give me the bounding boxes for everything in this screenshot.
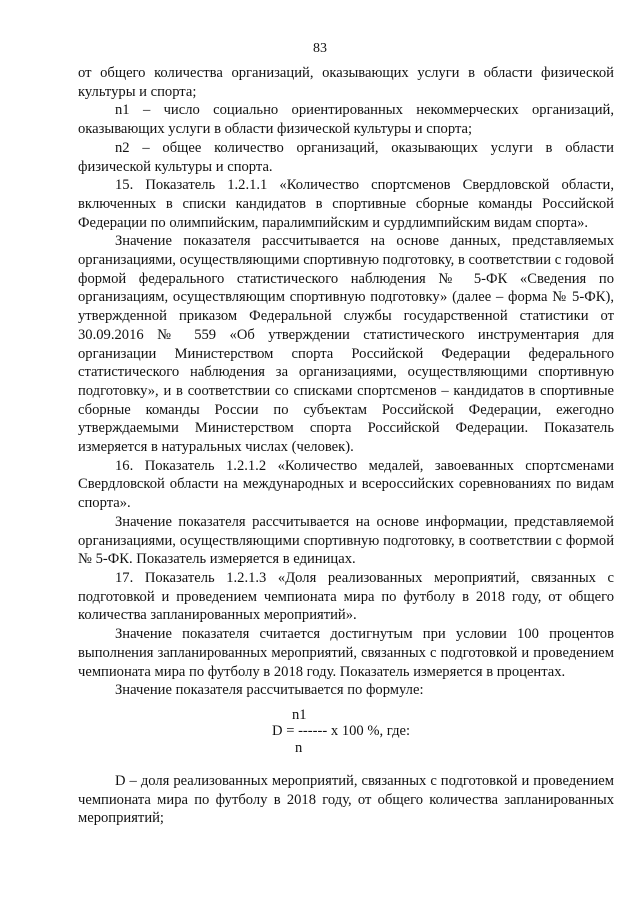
paragraph-indicator-17: 17. Показатель 1.2.1.3 «Доля реализованных мероприятий, связанных с подготовкой и проведением чемпионата мира по футболу в 2018 году, от общего количества запланированных мероприятий». bbox=[78, 569, 614, 624]
paragraph-indicator-15: 15. Показатель 1.2.1.1 «Количество спортсменов Свердловской области, включенных в списки кандидатов в спортивные сборные команды Российской Федерации по олимпийским, паралимпийским и сурдлимпийским видам спорта». bbox=[78, 177, 614, 231]
paragraph-n1-definition: n1 – число социально ориентированных некоммерческих организаций, оказывающих услуги в области физической культуры и спорта; bbox=[78, 102, 614, 138]
formula-denominator: n bbox=[295, 740, 303, 756]
body-text bbox=[78, 64, 614, 700]
paragraph-n2-definition: n2 – общее количество организаций, оказывающих услуги в области физической культуры и спорта. bbox=[78, 139, 614, 175]
paragraph-indicator-17-condition: Значение показателя считается достигнутым при условии 100 процентов выполнения запланированных мероприятий, связанных с подготовкой и проведением чемпионата мира по футболу в 2018 году. Показатель измеряется в процентах. bbox=[78, 626, 614, 680]
formula-block bbox=[0, 706, 640, 756]
paragraph-d-definition: D – доля реализованных мероприятий, связанных с подготовкой и проведением чемпионата мира по футболу в 2018 году, от общего количества запланированных мероприятий; bbox=[78, 773, 614, 827]
formula-expression: D = ------ x 100 %, где: bbox=[272, 723, 411, 739]
paragraph-indicator-15-calculation: Значение показателя рассчитывается на основе данных, представляемых организациями, осуществляющими спортивную подготовку, в соответствии с годовой формой федерального статистического наблюдения № 5-ФК «Сведения по организациям, осуществляющим спортивную подготовку» (далее – форма № 5-ФК), утвержденной приказом Федеральной службы государственной статистики от 30.09.2016 № 559 «Об утверждении статистического инструментария для организации Министерством спорта Российской Федерации федерального статистического наблюдения за организациями, осуществляющими спортивную подготовку», и в соответствии со списками спортсменов – кандидатов в спортивные сборные команды России по субъектам Российской Федерации, ежегодно утверждаемыми Министерством спорта Российской Федерации. Показатель измеряется в натуральных числах (человек). bbox=[78, 233, 614, 456]
paragraph-continuation: от общего количества организаций, оказывающих услуги в области физической культуры и спорта; bbox=[78, 65, 614, 100]
paragraph-indicator-16-calculation: Значение показателя рассчитывается на основе информации, представляемой организациями, осуществляющими спортивную подготовку, в соответствии с формой № 5-ФК. Показатель измеряется в единицах. bbox=[78, 513, 614, 568]
body-text-bottom bbox=[78, 772, 614, 828]
paragraph-indicator-16: 16. Показатель 1.2.1.2 «Количество медалей, завоеванных спортсменами Свердловской области на международных и всероссийских соревнованиях по видам спорта». bbox=[78, 457, 614, 512]
formula-numerator: n1 bbox=[292, 707, 307, 723]
paragraph-formula-intro: Значение показателя рассчитывается по формуле: bbox=[115, 682, 424, 699]
page-number: 83 bbox=[313, 41, 327, 56]
